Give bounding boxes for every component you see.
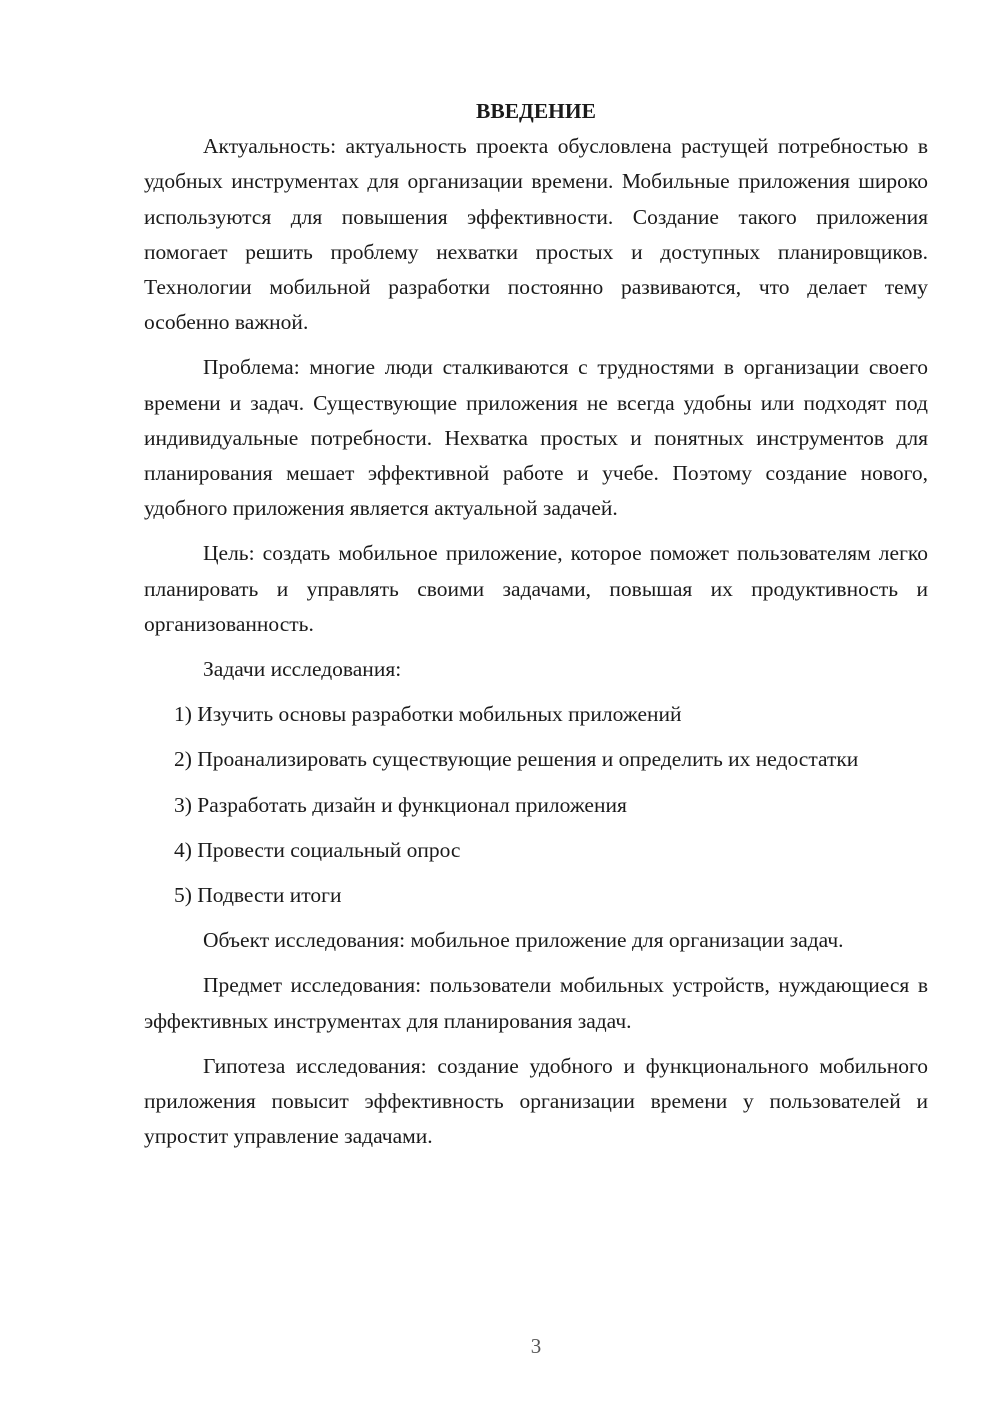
- paragraph-hypothesis: Гипотеза исследования: создание удобного и функционального мобильного приложения повысит эффективность организации времени у пользователей и упростит управление задачами.: [144, 1053, 928, 1149]
- list-item: 2) Проанализировать существующие решения и определить их недостатки: [174, 747, 859, 772]
- list-item: 3) Разработать дизайн и функционал приложения: [174, 792, 627, 817]
- paragraph-problem: Проблема: многие люди сталкиваются с трудностями в организации своего времени и задач. Существующие приложения не всегда удобны или подходят под индивидуальные потребности. Нехватка простых и понятных инструментов для планирования мешает эффективной работе и учебе. Поэтому создание нового, удобного приложения является актуальной задачей.: [144, 355, 928, 521]
- paragraph-goal: Цель: создать мобильное приложение, которое поможет пользователям легко планировать и управлять своими задачами, повышая их продуктивность и организованность.: [144, 541, 928, 636]
- list-item: 4) Провести социальный опрос: [174, 837, 461, 862]
- paragraph-tasks-heading: Задачи исследования:: [203, 657, 402, 682]
- paragraph-object: Объект исследования: мобильное приложение для организации задач.: [203, 928, 844, 953]
- paragraph-subject: Предмет исследования: пользователи мобильных устройств, нуждающиеся в эффективных инструментах для планирования задач.: [144, 973, 928, 1033]
- page-number: 3: [530, 1334, 542, 1358]
- section-title: ВВЕДЕНИЕ: [476, 99, 596, 123]
- list-item: 1) Изучить основы разработки мобильных приложений: [174, 702, 682, 727]
- list-item: 5) Подвести итоги: [174, 883, 342, 908]
- page-body: [144, 94, 928, 1164]
- paragraph-relevance: Актуальность: актуальность проекта обусловлена растущей потребностью в удобных инструментах для организации времени. Мобильные приложения широко используются для повышения эффективности. Создание такого приложения помогает решить проблему нехватки простых и доступных планировщиков. Технологии мобильной разработки постоянно развиваются, что делает тему особенно важной.: [144, 134, 928, 335]
